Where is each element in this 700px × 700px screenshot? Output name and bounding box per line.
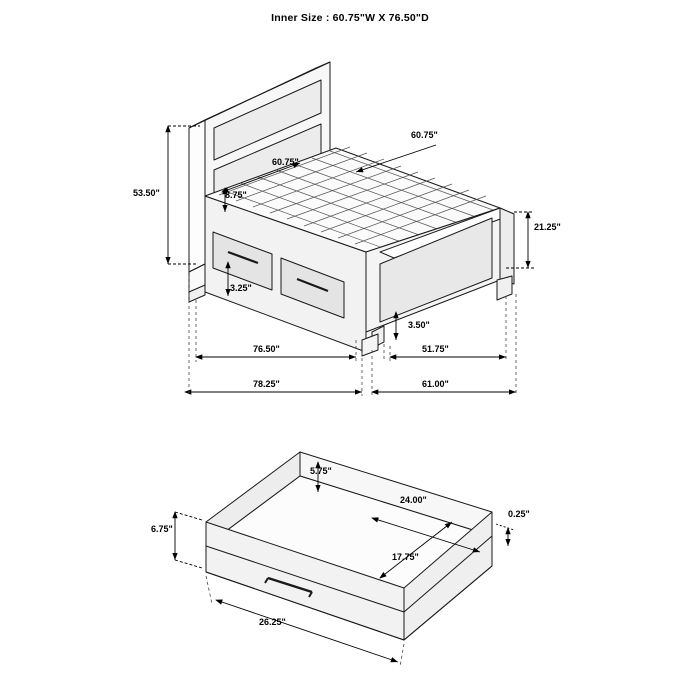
drawer-geometry (206, 452, 492, 640)
dim-inner-depth: 76.50" (253, 344, 280, 354)
bed-geometry (189, 62, 514, 356)
dim-drawer-side-height: 5.75" (310, 466, 332, 476)
dim-inner-width-top: 60.75" (272, 157, 299, 167)
dim-drawer-face-height: 3.25" (230, 283, 252, 293)
dim-drawer-overall-height: 6.75" (151, 524, 173, 534)
dim-drawer-overall-width: 26.25" (259, 617, 286, 627)
dim-drawer-thickness: 0.25" (508, 509, 530, 519)
page-title: Inner Size : 60.75"W X 76.50"D (271, 12, 429, 24)
dim-floor-clearance: 3.50" (408, 320, 430, 330)
dim-drawer-inner-width: 24.00" (400, 495, 427, 505)
dim-drawer-inner-depth: 17.75" (392, 552, 419, 562)
dim-headboard-height: 53.50" (133, 188, 160, 198)
dim-overall-depth: 78.25" (253, 379, 280, 389)
dim-footboard-height: 21.25" (534, 222, 561, 232)
dim-slat-width: 60.75" (411, 130, 438, 140)
dim-footboard-width: 51.75" (422, 344, 449, 354)
dim-overall-width: 61.00" (422, 379, 449, 389)
dim-rail-height: 8.75" (225, 190, 247, 200)
